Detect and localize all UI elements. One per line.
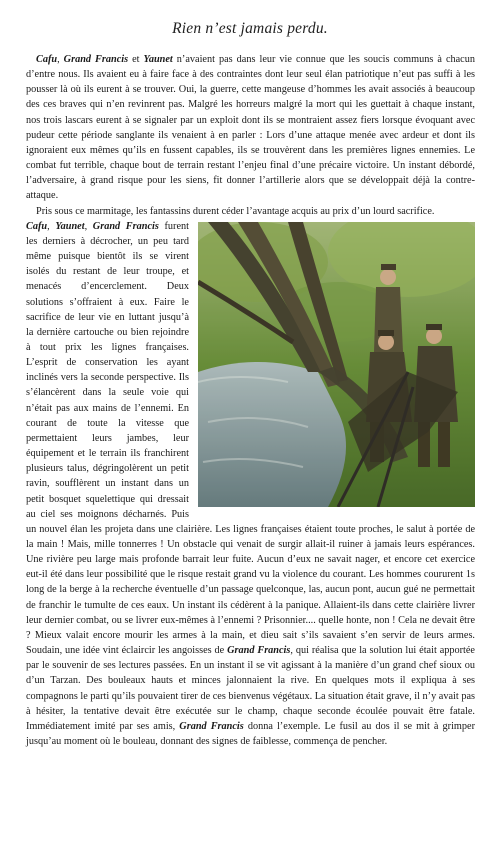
- name-grand-francis-4: Grand Francis: [179, 720, 244, 732]
- p2-text3: donna l’exemple. Le fusil au dos il se mit à grimper jusqu’au moment où le bouleau, donnant des signes de faiblesse, commença de pencher.: [26, 720, 475, 748]
- name-grand-francis: Grand Francis: [63, 54, 129, 65]
- photo-soldiers-river: [198, 222, 475, 507]
- p2-sep1: ,: [47, 220, 56, 232]
- name-yaunet-2: Yaunet: [55, 220, 85, 232]
- p2-text: furent les derniers à décrocher, un peu tard même puisque bientôt ils se virent isolés du restant de leur troupe, et menacés d’encerclement. Deux solutions s’offraient à eux. Faire le sacrifice de leur vie en luttant jusqu’à la dernière cartouche ou bien rejoindre à tout prix les lignes françaises. L’esprit de conservation les ayant inclinés vers la seconde perspective. Ils s’élancèrent dans la seule voie qui n’était pas aux mains de l’ennemi. En courant de toute la vitesse que permettaient leurs jambes, leur équipement et le terrain ils franchirent plusieurs talus, dégringolèrent un petit ravin, soufflèrent un instant dans un petit bosquet squelettique qui dressait au ciel ses moignons décharnés. Puis un nouvel élan les projeta dans une clairière. Les lignes françaises étaient toute proches, le salut à portée de la main ! Mais, mille tonnerres ! Un obstacle qui venait de surgir allait-il ruiner à jamais leurs espérances. Une rivière peu large mais profonde barrait leur fuite. Aucun d’eux ne savait nager, et encore cet exercice eut-il été dans leur possibilité que le risque restait grand vu la violence du courant. Les hommes coururent 1s long de la berge à la recherche éventuelle d’un passage quelconque, las, aucun pont, aucun gué ne permettait de franchir le tumulte de ces eaux. Un instant ils cédèrent à la panique. Allaient-ils dans cette clairière livrer leur dernier combat, ou se livrer eux-mêmes à l’ennemi ? Prisonnier.... quelle honte, non ! Cela ne devait être ? Mieux valait encore mourir les armes à la main, et dieu sait s’ils savaient s’en servir de leurs armes. Soudain, une idée vint éclaircir les angoisses de: [26, 220, 475, 657]
- paragraph-2: [26, 219, 475, 749]
- paragraph-1: [26, 52, 475, 204]
- name-grand-francis-3: Grand Francis: [227, 645, 291, 657]
- page-title: Rien n’est jamais perdu.: [172, 20, 328, 37]
- paragraph-2-lead: Pris sous ce marmitage, les fantassins durent céder l’avantage acquis au prix d’un lourd sacrifice.: [36, 205, 435, 217]
- p2-sep2: ,: [84, 220, 93, 232]
- p1-conj: et: [128, 54, 144, 65]
- p2-text2: , qui réalisa que la solution lui était apportée par le souvenir de ses lectures passées. En un instant il se vit agissant à la manière d’un grand chef sioux ou d’un Tarzan. Des bouleaux hauts et minces jalonnaient la rive. En quelques mots il expliqua à ses compagnons le parti qu’ils pouvaient tirer de ces bienvenus végétaux. La situation était grave, il n’y avait pas à hésiter, la tentative devait être exécutée sur le champ, chaque seconde écoulée pouvait être fatale. Immédiatement imité par ses amis,: [26, 645, 475, 732]
- p1-sep: ,: [57, 54, 64, 65]
- name-grand-francis-2: Grand Francis: [92, 220, 159, 232]
- name-yaunet: Yaunet: [143, 54, 173, 65]
- name-cafu: Cafu: [36, 54, 58, 65]
- name-cafu-2: Cafu: [26, 220, 48, 232]
- p1-text: n’avaient pas dans leur vie connue que les soucis communs à chacun d’entre nous. Ils avaient eu à faire face à des contraintes dont leur seul élan patriotique n’eut pas suffi à les pousser là où ils eurent à se trouver. Oui, la guerre, cette mangeuse d’hommes les avait associés à beaucoup des ces braves qui n’en revinrent pas. Malgré les horreurs malgré la mort qui les guettait à chaque instant, nos trois lascars eurent à se signaler par un exploit dont ils se montraient assez fiers lorsque évoquant avec pudeur cette période sanglante ils venaient à en parler : Lors d’une attaque menée avec ardeur et dont ils ignoraient eux mêmes qu’ils en fussent capables, ils se trouvèrent dans les premières lignes ennemies. Le combat fut terrible, chaque bout de terrain restant l’enjeu final d’une précaire victoire. Un instant débordé, l’adversaire, à grand risque pour les siens, fit donner l’artillerie alors que se développait déjà la contre-attaque.: [26, 54, 475, 202]
- story-text: [26, 52, 475, 749]
- photo-illustration: [198, 222, 475, 507]
